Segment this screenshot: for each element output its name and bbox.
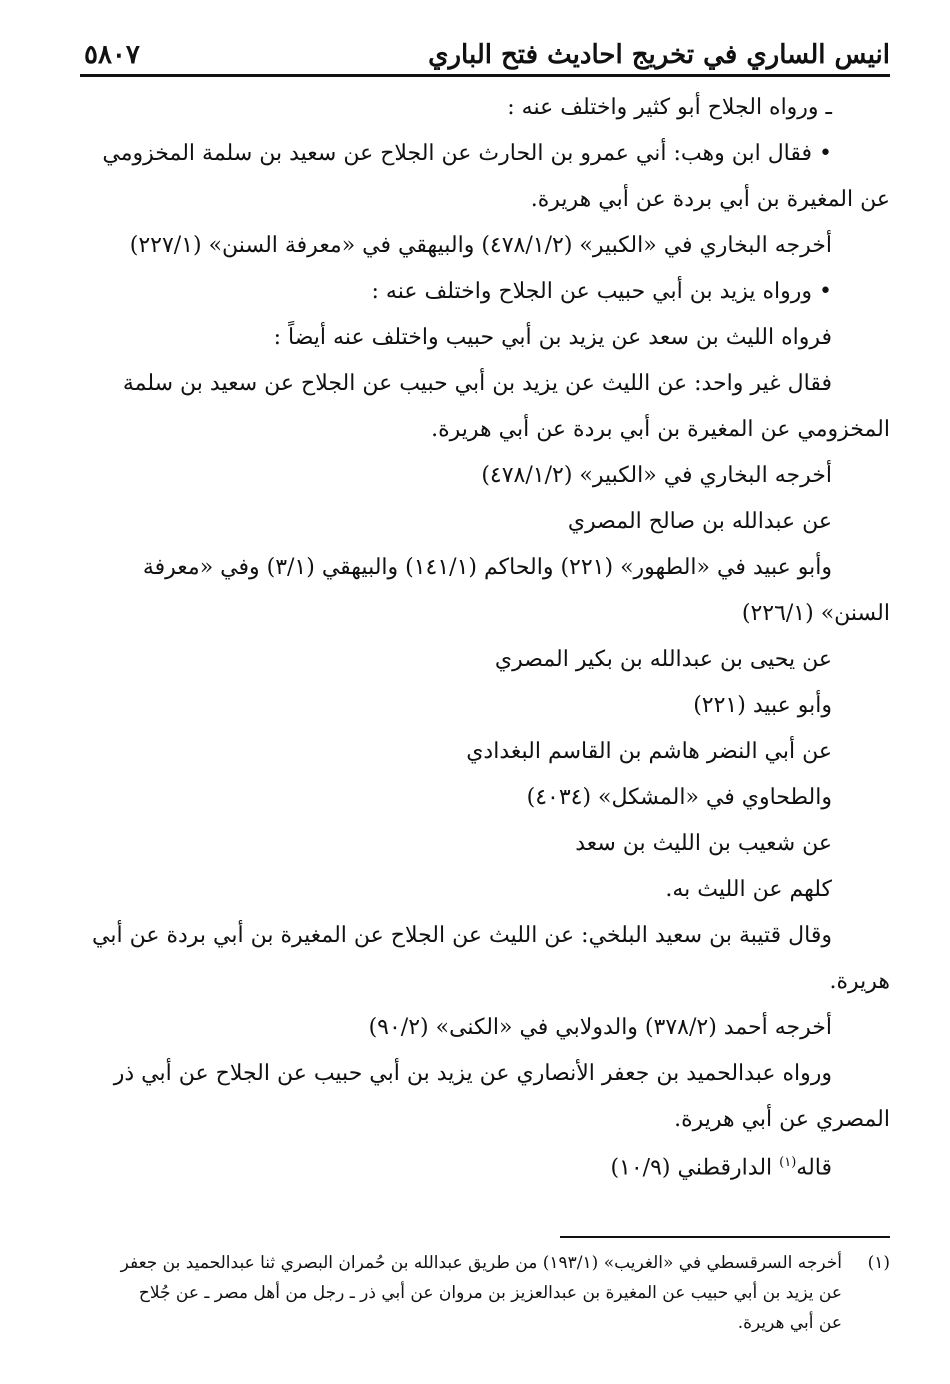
text-fragment: الدارقطني (١٠/٩): [610, 1155, 780, 1181]
running-header: [80, 30, 890, 77]
spacer: [80, 1188, 890, 1236]
text-line: هريرة.: [829, 969, 890, 994]
text-line: أخرجه البخاري في «الكبير» (٤٧٨/١/٢) والبيهقي في «معرفة السنن» (٢٢٧/١): [129, 233, 832, 258]
text-line: ـ ورواه الجلاح أبو كثير واختلف عنه :: [507, 95, 832, 120]
text-line: وقال قتيبة بن سعيد البلخي: عن الليث عن الجلاح عن المغيرة بن أبي بردة عن أبي: [92, 923, 832, 948]
text-line: ورواه عبدالحميد بن جعفر الأنصاري عن يزيد بن أبي حبيب عن الجلاح عن أبي ذر: [113, 1061, 832, 1086]
main-text: [80, 77, 890, 1188]
footnote-text: أخرجه السرقسطي في «الغريب» (١٩٣/١) من طريق عبدالله بن حُمران البصري ثنا عبدالحميد بن جعفر: [120, 1253, 842, 1274]
footnotes: [80, 1238, 890, 1338]
text-line: عن المغيرة بن أبي بردة عن أبي هريرة.: [530, 187, 890, 212]
text-line: المصري عن أبي هريرة.: [674, 1107, 890, 1132]
footnote-line: [80, 1248, 890, 1278]
text-line: والطحاوي في «المشكل» (٤٠٣٤): [526, 785, 832, 810]
text-line: أخرجه أحمد (٣٧٨/٢) والدولابي في «الكنى» (٩٠/٢): [368, 1015, 832, 1040]
text-line: عن عبدالله بن صالح المصري: [567, 509, 832, 534]
text-line: • ورواه يزيد بن أبي حبيب عن الجلاح واختلف عنه :: [371, 279, 832, 304]
text-line: عن يحيى بن عبدالله بن بكير المصري: [494, 647, 832, 672]
book-title: انيس الساري في تخريج احاديث فتح الباري: [428, 40, 890, 70]
text-line-with-footnote-ref: [80, 1143, 890, 1188]
text-line: فرواه الليث بن سعد عن يزيد بن أبي حبيب واختلف عنه أيضاً :: [273, 325, 832, 350]
text-line: عن أبي النضر هاشم بن القاسم البغدادي: [466, 739, 832, 764]
text-line: أخرجه البخاري في «الكبير» (٤٧٨/١/٢): [481, 463, 832, 488]
footnote-line: عن يزيد بن أبي حبيب عن المغيرة بن عبدالعزيز بن مروان عن أبي ذر ـ رجل من أهل مصر ـ عن جُلاح: [138, 1283, 842, 1304]
text-fragment: قاله: [796, 1155, 832, 1181]
page: [80, 30, 890, 1338]
text-line: المخزومي عن المغيرة بن أبي بردة عن أبي هريرة.: [431, 417, 890, 442]
page-number: ٥٨٠٧: [84, 40, 140, 70]
text-line: وأبو عبيد (٢٢١): [693, 693, 832, 718]
text-line: السنن» (٢٢٦/١): [741, 601, 890, 626]
footnote-ref: (١): [779, 1155, 797, 1170]
text-line: كلهم عن الليث به.: [665, 877, 832, 902]
footnote-line: عن أبي هريرة.: [737, 1313, 842, 1334]
text-line: • فقال ابن وهب: أني عمرو بن الحارث عن الجلاح عن سعيد بن سلمة المخزومي: [102, 141, 832, 166]
footnote-number: (١): [867, 1253, 890, 1274]
text-line: عن شعيب بن الليث بن سعد: [575, 831, 832, 856]
text-line: فقال غير واحد: عن الليث عن يزيد بن أبي حبيب عن الجلاح عن سعيد بن سلمة: [122, 371, 832, 396]
text-line: وأبو عبيد في «الطهور» (٢٢١) والحاكم (١٤١/١) والبيهقي (٣/١) وفي «معرفة: [142, 555, 832, 580]
